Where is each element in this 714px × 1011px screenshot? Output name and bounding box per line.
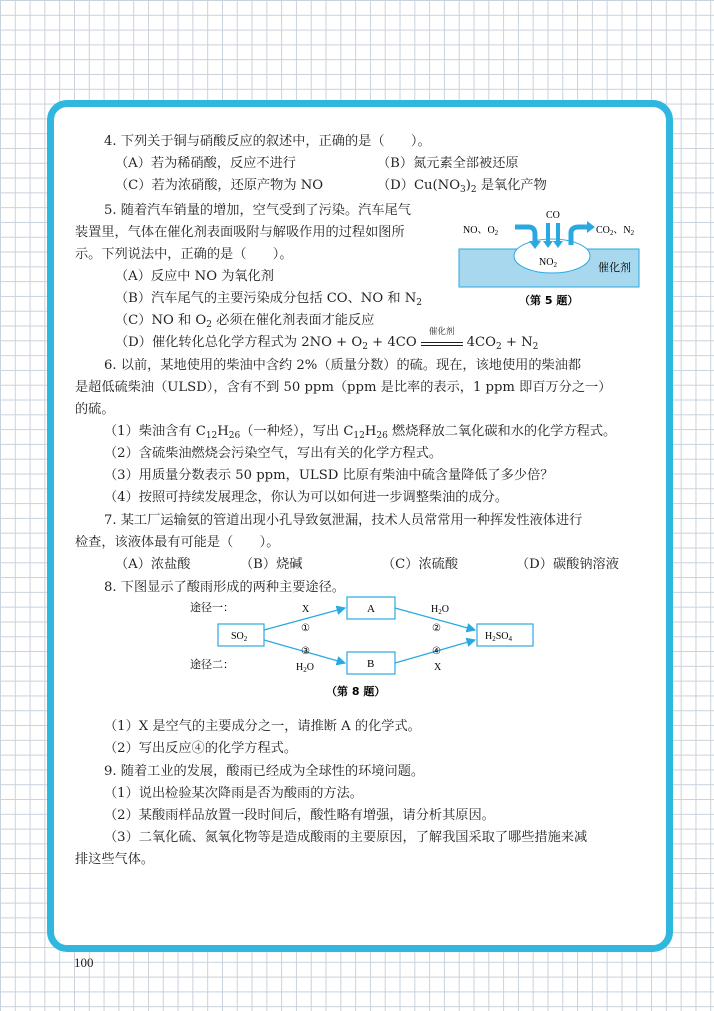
q9-part-2: （2）某酸雨样品放置一段时间后，酸性略有增强，请分析其原因。 bbox=[104, 808, 495, 823]
q5-option-a: （A）反应中 NO 为氧化剂 bbox=[115, 269, 274, 284]
q7-option-b: （B）烧碱 bbox=[240, 557, 303, 572]
reagent-x-top: X bbox=[302, 604, 310, 615]
q4-option-b: （B）氮元素全部被还原 bbox=[377, 156, 519, 171]
q5-option-b: （B）汽车尾气的主要污染成分包括 CO、NO 和 $N_2$ bbox=[115, 291, 422, 308]
q6-stem-line-1: 6. 以前，某地使用的柴油中含约 2%（质量分数）的硫。现在，该地使用的柴油都 bbox=[104, 358, 582, 373]
q4-option-a: （A）若为稀硝酸，反应不进行 bbox=[115, 156, 296, 171]
q6-stem-line-3: 的硫。 bbox=[75, 402, 115, 417]
q9-part-3-cont: 排这些气体。 bbox=[75, 852, 155, 867]
route-2-label: 途径二： bbox=[190, 658, 234, 671]
right-gas-label: $CO_2$、$N_2$ bbox=[596, 225, 635, 237]
q7-option-a: （A）浓盐酸 bbox=[115, 557, 191, 572]
reagent-h2o-top: $H_2O$ bbox=[431, 604, 449, 616]
q9-stem: 9. 随着工业的发展，酸雨已经成为全球性的环境问题。 bbox=[104, 764, 425, 779]
q6-stem-line-2: 是超低硫柴油（ULSD），含有不到 50 ppm（ppm 是比率的表示，1 ppm 即百万分之一） bbox=[75, 380, 612, 395]
step-3-label: ③ bbox=[301, 646, 310, 657]
q5-option-c: （C）NO 和 $O_2$ 必须在催化剂表面才能反应 bbox=[115, 313, 375, 330]
q8-figure-caption: （第 8 题） bbox=[326, 685, 386, 698]
q7-stem-line-2: 检查，该液体最有可能是（ ）。 bbox=[75, 535, 280, 550]
q4-option-c: （C）若为浓硝酸，还原产物为 NO bbox=[115, 178, 324, 193]
q9-part-1: （1）说出检验某次降雨是否为酸雨的方法。 bbox=[104, 786, 363, 801]
q9-part-3: （3）二氧化硫、氮氧化物等是造成酸雨的主要原因，了解我国采取了哪些措施来减 bbox=[104, 830, 588, 845]
route-1-label: 途径一： bbox=[190, 601, 234, 614]
b-label: B bbox=[367, 658, 375, 670]
q5-catalyst-figure bbox=[455, 205, 645, 315]
q7-stem-line-1: 7. 某工厂运输氨的管道出现小孔导致氨泄漏，技术人员常常用一种挥发性液体进行 bbox=[104, 513, 583, 528]
top-gas-label: CO bbox=[546, 210, 560, 221]
catalyst-condition: 催化剂 bbox=[421, 334, 463, 346]
q5-option-d: （D）催化转化总化学方程式为 $2NO + O_2 + 4CO$ 催化剂 $4CO_2 + N_2$ bbox=[115, 327, 539, 352]
q7-option-d: （D）碳酸钠溶液 bbox=[516, 557, 619, 572]
step-2-label: ② bbox=[432, 623, 441, 634]
q6-part-1: （1）柴油含有 $C_{12}H_{26}$（一种烃），写出 $C_{12}H_{26}$ 燃烧释放二氧化碳和水的化学方程式。 bbox=[104, 424, 617, 441]
q6-part-4: （4）按照可持续发展理念，你认为可以如何进一步调整柴油的成分。 bbox=[104, 490, 509, 505]
q5-stem-line-2: 装置里，气体在催化剂表面吸附与解吸作用的过程如图所 bbox=[75, 225, 405, 240]
a-label: A bbox=[367, 603, 375, 615]
so2-label: $SO_2$ bbox=[231, 631, 248, 643]
bubble-no2-label: $NO_2$ bbox=[539, 257, 557, 269]
q6-part-2: （2）含硫柴油燃烧会污染空气，写出有关的化学方程式。 bbox=[104, 446, 443, 461]
q5-stem-line-3: 示。下列说法中，正确的是（ ）。 bbox=[75, 247, 293, 262]
right-outflow-arrowhead bbox=[587, 221, 595, 233]
page-number: 100 bbox=[74, 955, 94, 970]
q8-part-2: （2）写出反应④的化学方程式。 bbox=[104, 741, 298, 756]
q5-stem-line-1: 5. 随着汽车销量的增加，空气受到了污染。汽车尾气 bbox=[104, 203, 411, 218]
h2so4-label: $H_2SO_4$ bbox=[485, 631, 513, 643]
q4-stem: 4. 下列关于铜与硝酸反应的叙述中，正确的是（ ）。 bbox=[104, 134, 431, 149]
q7-option-c: （C）浓硫酸 bbox=[382, 557, 459, 572]
step-1-label: ① bbox=[301, 623, 310, 634]
q4-option-d: $(D)Cu(NO_3)_2$ 是氧化产物 bbox=[377, 178, 547, 195]
q8-acid-rain-diagram bbox=[180, 594, 560, 704]
reagent-x-bottom: X bbox=[434, 662, 442, 673]
left-inflow-arrow bbox=[515, 227, 535, 243]
q8-stem: 8. 下图显示了酸雨形成的两种主要途径。 bbox=[104, 580, 345, 595]
reagent-h2o-bottom: $H_2O$ bbox=[296, 662, 314, 674]
left-gas-label: NO、$O_2$ bbox=[463, 225, 499, 237]
q6-part-3: （3）用质量分数表示 50 ppm，ULSD 比原有柴油中硫含量降低了多少倍？ bbox=[104, 468, 554, 483]
q5-figure-caption: （第 5 题） bbox=[519, 294, 579, 307]
q8-part-1: （1）X 是空气的主要成分之一，请推断 A 的化学式。 bbox=[104, 719, 421, 734]
catalyst-label: 催化剂 bbox=[598, 261, 631, 274]
step-4-label: ④ bbox=[432, 646, 441, 657]
